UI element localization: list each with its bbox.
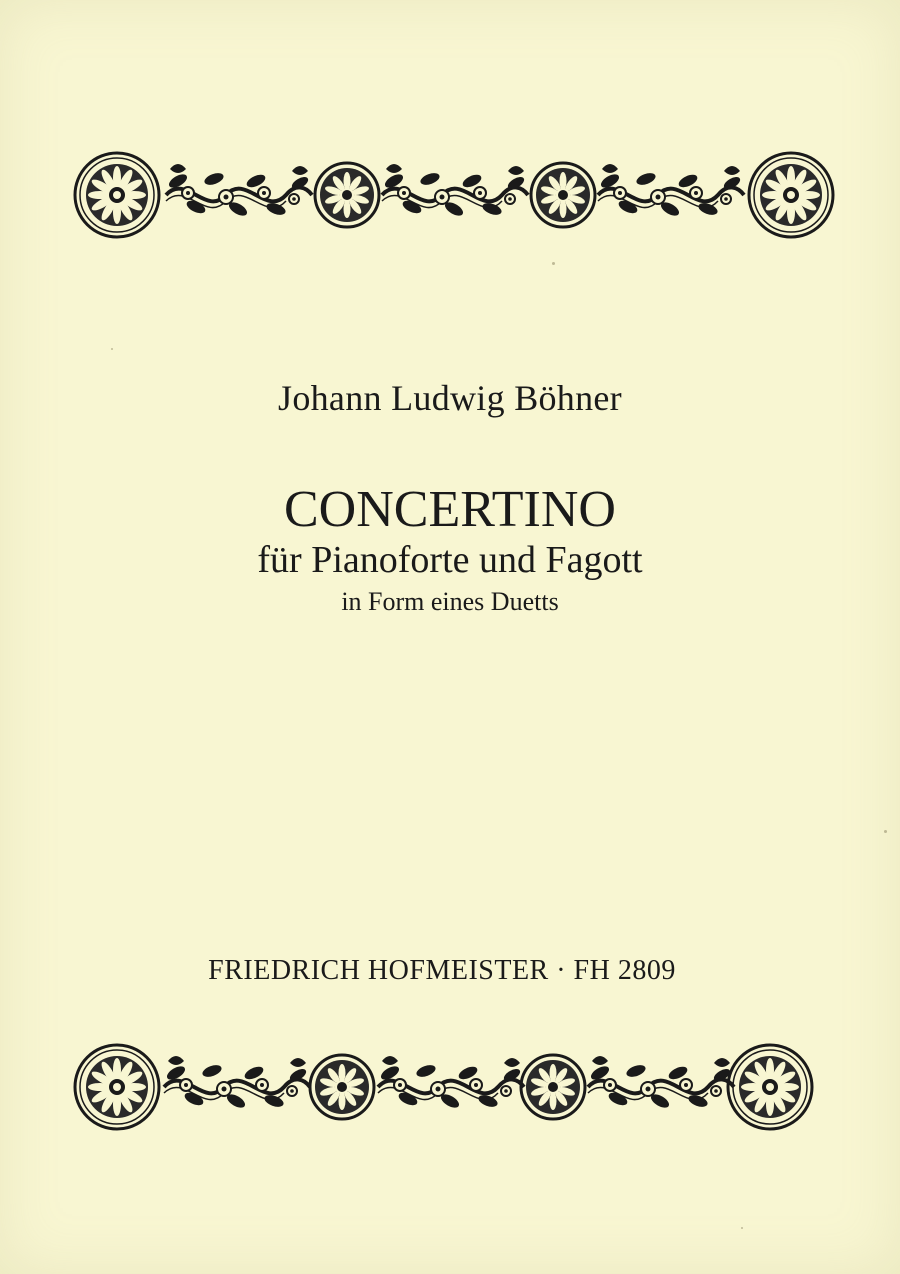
paper-speck: [884, 830, 887, 833]
paper-speck: [552, 262, 555, 265]
work-form-line: in Form eines Duetts: [341, 587, 559, 616]
ornamental-border-top-icon: [0, 148, 900, 248]
composer-name: Johann Ludwig Böhner: [278, 378, 622, 418]
work-title: CONCERTINO: [284, 481, 616, 538]
paper-speck: [111, 348, 113, 350]
work-subtitle: für Pianoforte und Fagott: [257, 539, 643, 581]
paper-speck: [741, 1227, 743, 1229]
ornamental-border-bottom-icon: [0, 1040, 900, 1140]
publisher-line: FRIEDRICH HOFMEISTER · FH 2809: [208, 955, 676, 986]
